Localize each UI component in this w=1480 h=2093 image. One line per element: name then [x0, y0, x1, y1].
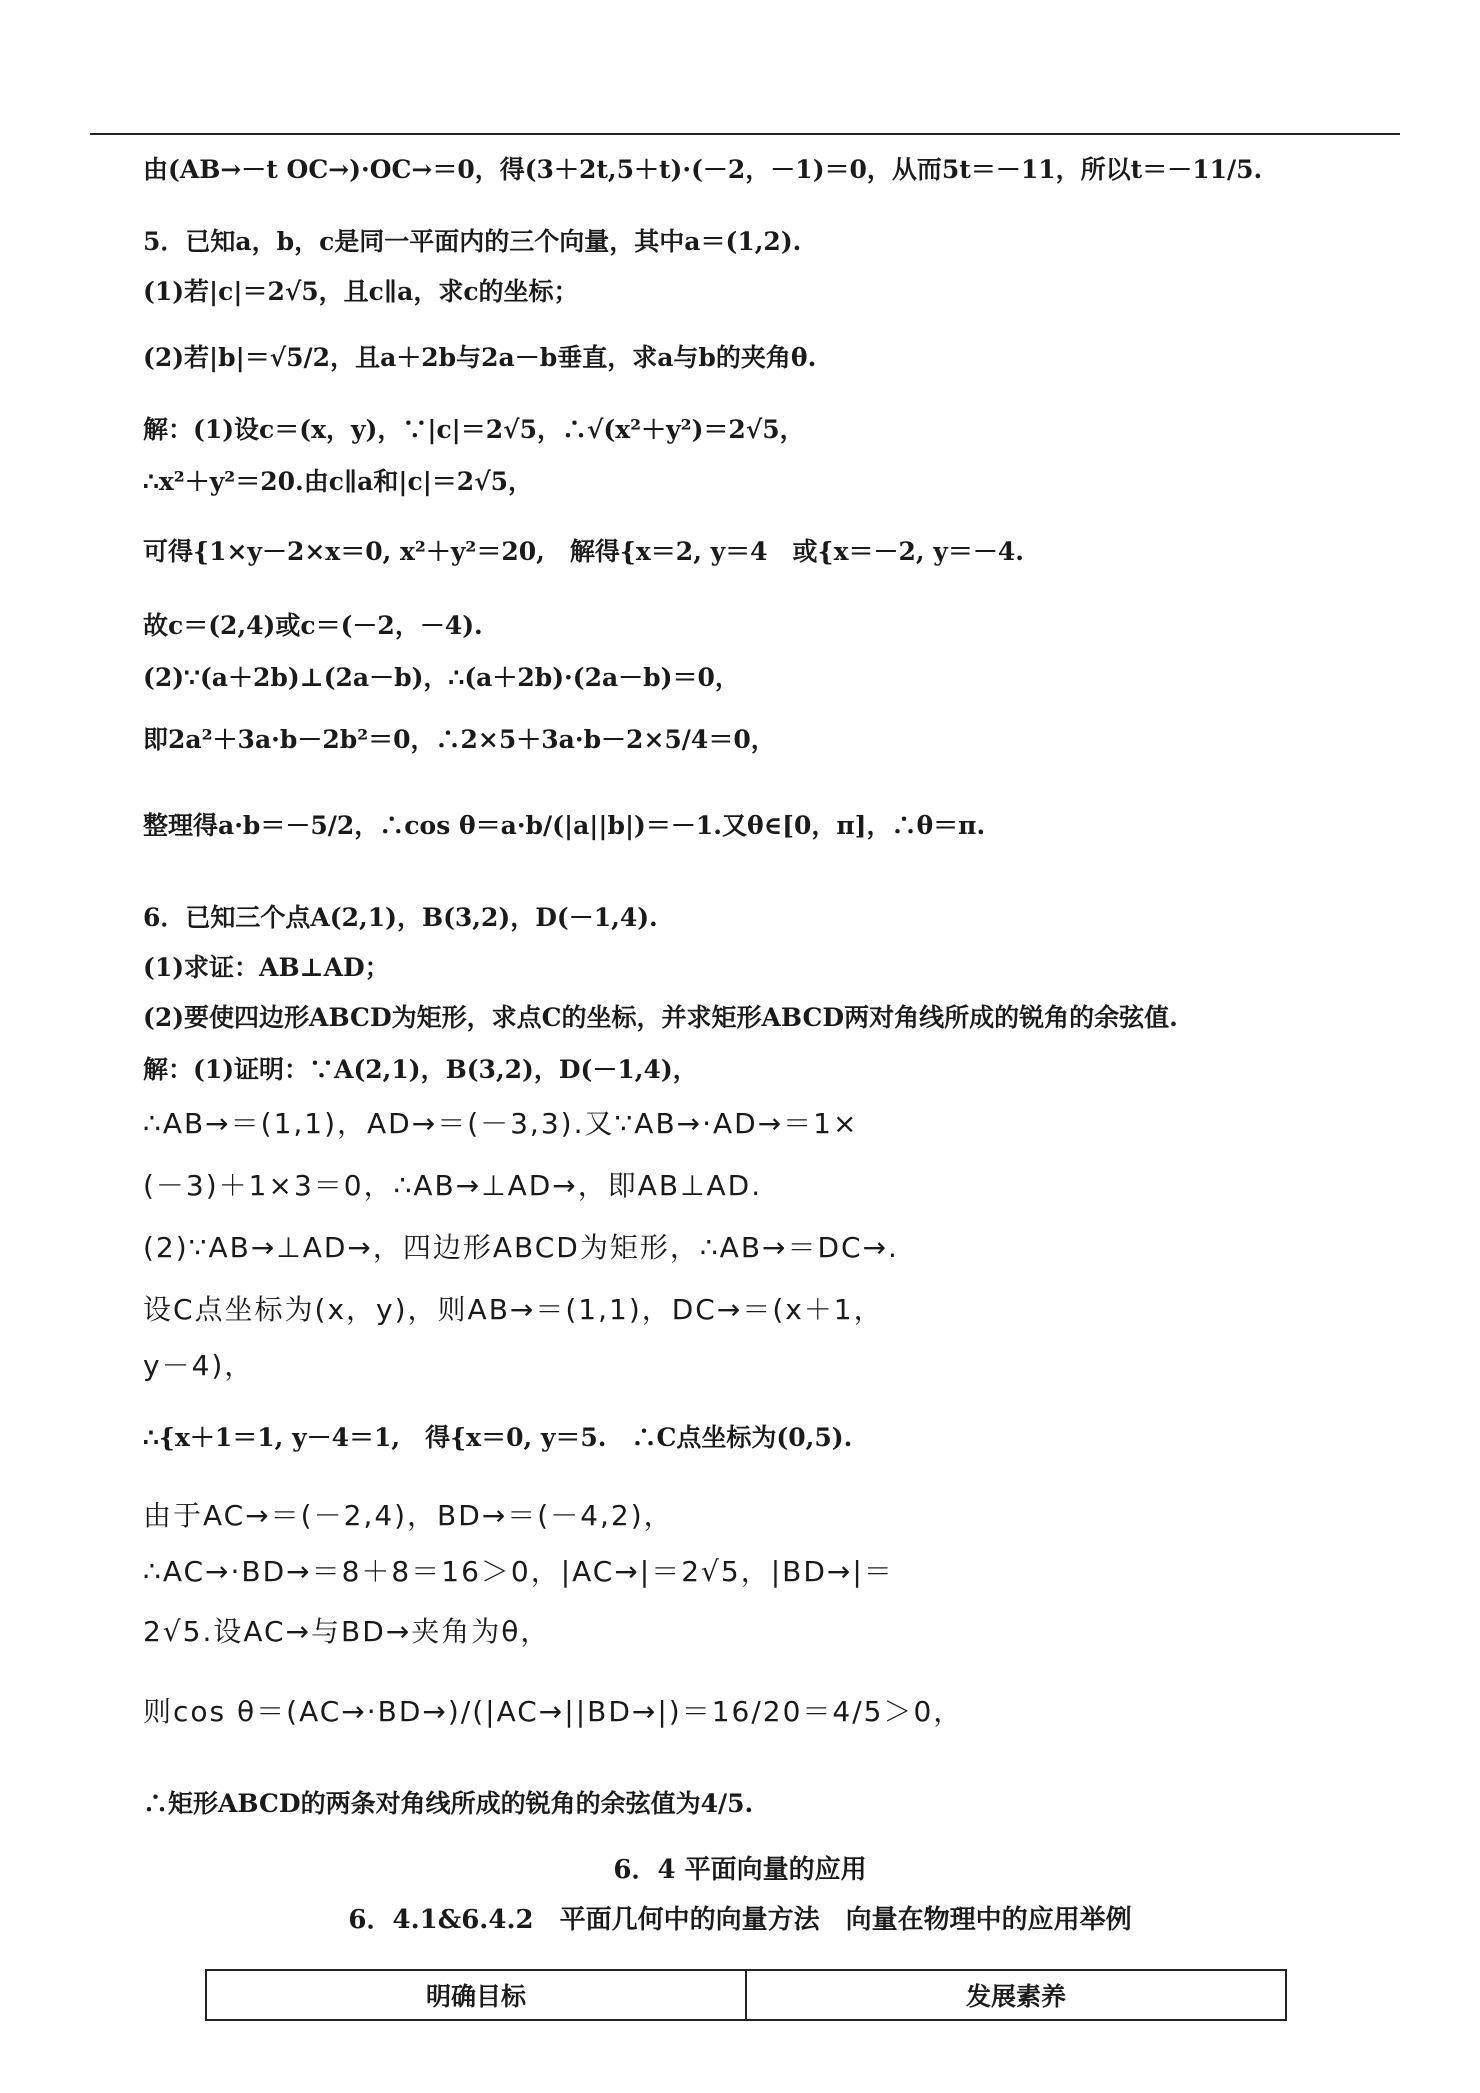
goals-header-literacy: 发展素养	[746, 1970, 1286, 2020]
goals-table	[205, 1969, 1287, 2021]
text-line: (2)∵(a＋2b)⊥(2a－b)，∴(a＋2b)·(2a－b)＝0，	[143, 663, 740, 692]
text-line: 故c＝(2,4)或c＝(－2，－4).	[143, 611, 483, 640]
text-line: 6．已知三个点A(2,1)，B(3,2)，D(－1,4).	[143, 903, 658, 932]
section-heading: 6．4.1&6.4.2 平面几何中的向量方法 向量在物理中的应用举例	[348, 1905, 1132, 1935]
text-line: 即2a²＋3a·b－2b²＝0，∴2×5＋3a·b－2×5/4＝0，	[143, 725, 776, 754]
text-line: 5．已知a，b，c是同一平面内的三个向量，其中a＝(1,2).	[143, 227, 802, 256]
text-line: 解：(1)证明：∵A(2,1)，B(3,2)，D(－1,4)，	[143, 1055, 698, 1084]
text-line: (2)要使四边形ABCD为矩形，求点C的坐标，并求矩形ABCD两对角线所成的锐角的余弦值.	[143, 1003, 1178, 1032]
text-line: ∴x²＋y²＝20.由c∥a和|c|＝2√5，	[143, 467, 534, 496]
text-line: 由于AC→＝(－2,4)，BD→＝(－4,2)，	[143, 1499, 674, 1532]
section-heading: 6．4 平面向量的应用	[613, 1855, 867, 1885]
text-line: (2)∵AB→⊥AD→，四边形ABCD为矩形，∴AB→＝DC→.	[143, 1231, 899, 1264]
goals-header-target: 明确目标	[206, 1970, 746, 2020]
text-line: 设C点坐标为(x，y)，则AB→＝(1,1)，DC→＝(x＋1，	[143, 1293, 884, 1326]
text-line: ∴矩形ABCD的两条对角线所成的锐角的余弦值为4/5.	[143, 1789, 754, 1818]
text-line: (2)若|b|＝√5/2，且a＋2b与2a－b垂直，求a与b的夹角θ.	[143, 343, 817, 372]
text-line: 则cos θ＝(AC→·BD→)/(|AC→||BD→|)＝16/20＝4/5＞0，	[143, 1695, 964, 1728]
text-line: 整理得a·b＝－5/2，∴cos θ＝a·b/(|a||b|)＝－1.又θ∈[0，π]，∴θ＝π.	[143, 811, 986, 840]
header-rule	[90, 133, 1400, 135]
text-line: 解：(1)设c＝(x，y)，∵|c|＝2√5，∴√(x²＋y²)＝2√5，	[143, 415, 805, 444]
text-line: (1)求证：AB⊥AD；	[143, 953, 390, 982]
text-line: 由(AB→－t OC→)·OC→＝0，得(3＋2t,5＋t)·(－2，－1)＝0，从而5t＝－11，所以t＝－11/5.	[143, 155, 1263, 184]
text-line: ∴{x＋1＝1, y－4＝1, 得{x＝0, y＝5. ∴C点坐标为(0,5).	[143, 1423, 853, 1452]
text-line: 可得{1×y－2×x＝0, x²＋y²＝20, 解得{x＝2, y＝4 或{x＝－2, y＝－4.	[143, 537, 1024, 566]
text-line: ∴AB→＝(1,1)，AD→＝(－3,3).又∵AB→·AD→＝1×	[143, 1107, 859, 1140]
text-line: ∴AC→·BD→＝8＋8＝16＞0，|AC→|＝2√5，|BD→|＝	[143, 1555, 894, 1588]
text-line: y－4)，	[143, 1349, 255, 1382]
text-line: 2√5.设AC→与BD→夹角为θ，	[143, 1615, 551, 1648]
text-line: (－3)＋1×3＝0，∴AB→⊥AD→，即AB⊥AD.	[143, 1169, 763, 1202]
text-line: (1)若|c|＝2√5，且c∥a，求c的坐标；	[143, 277, 579, 306]
